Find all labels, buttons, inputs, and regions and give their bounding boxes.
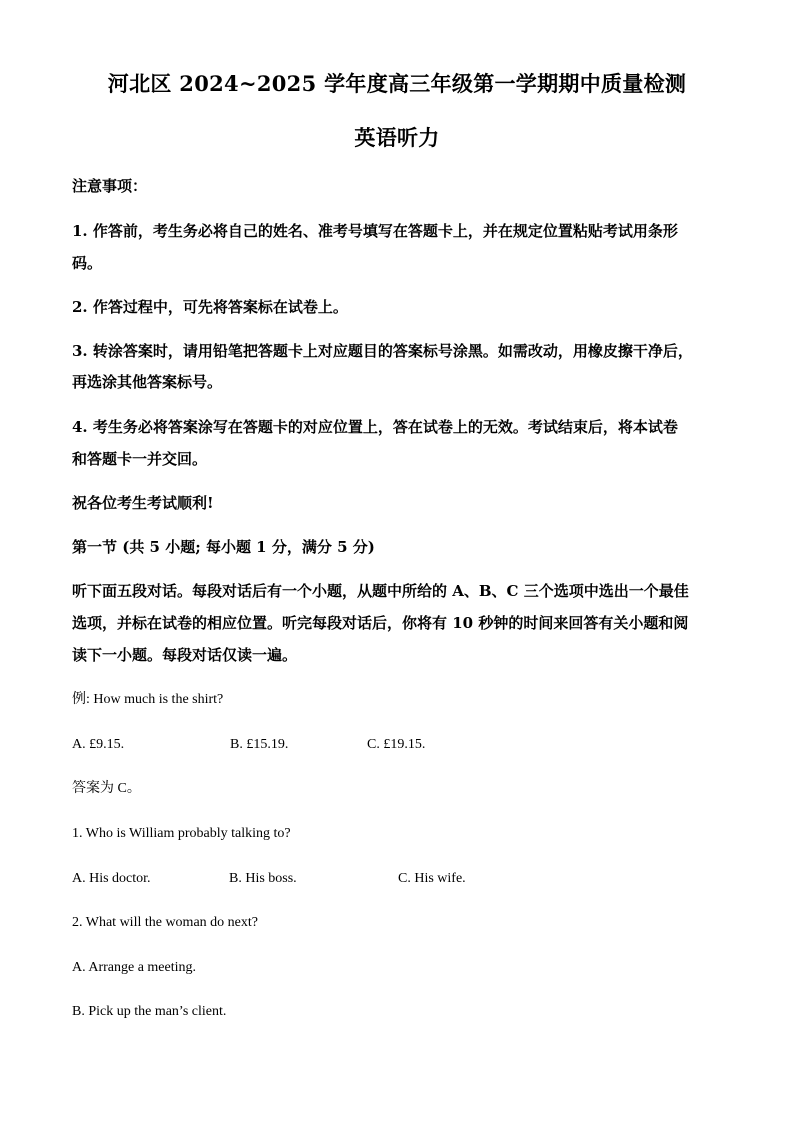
exam-title: 河北区 2024~2025 学年度高三年级第一学期期中质量检测: [107, 71, 687, 96]
wish-text: 祝各位考生考试顺利!: [72, 494, 214, 512]
exam-subtitle: 英语听力: [354, 125, 440, 150]
q2-option-b: B. Pick up the man’s client.: [72, 1004, 227, 1019]
example-option-a: A. £9.15.: [72, 737, 125, 752]
instructions-line1: 听下面五段对话。每段对话后有一个小题，从题中所给的 A、B、C 三个选项中选出一个最佳: [72, 582, 689, 600]
notice-item-2: 2. 作答过程中，可先将答案标在试卷上。: [72, 298, 348, 316]
q1-option-a: A. His doctor.: [72, 871, 151, 886]
example-option-c: C. £19.15.: [367, 737, 426, 752]
instructions-line3: 读下一小题。每段对话仅读一遍。: [72, 646, 298, 664]
notice-item-4-line2: 和答题卡一并交回。: [72, 450, 208, 468]
q2-option-a: A. Arrange a meeting.: [72, 960, 197, 975]
example-answer: 答案为 C。: [72, 781, 141, 796]
notice-item-1-line2: 码。: [72, 254, 103, 272]
notice-item-1-line1: 1. 作答前，考生务必将自己的姓名、准考号填写在答题卡上，并在规定位置粘贴考试用条形: [72, 222, 678, 240]
section-heading: 第一节 (共 5 小题; 每小题 1 分，满分 5 分): [72, 538, 375, 556]
notice-item-3-line2: 再选涂其他答案标号。: [72, 373, 223, 391]
question-2: 2. What will the woman do next?: [72, 915, 258, 930]
notice-item-4-line1: 4. 考生务必将答案涂写在答题卡的对应位置上，答在试卷上的无效。考试结束后，将本试卷: [72, 418, 678, 436]
instructions-line2: 选项，并标在试卷的相应位置。听完每段对话后，你将有 10 秒钟的时间来回答有关小题和阅: [72, 614, 689, 632]
q1-option-c: C. His wife.: [398, 871, 466, 886]
notice-heading: 注意事项：: [72, 177, 148, 195]
example-question: 例: How much is the shirt?: [72, 692, 224, 707]
question-1: 1. Who is William probably talking to?: [72, 826, 291, 841]
example-option-b: B. £15.19.: [230, 737, 289, 752]
q1-option-b: B. His boss.: [229, 871, 297, 886]
notice-item-3-line1: 3. 转涂答案时，请用铅笔把答题卡上对应题目的答案标号涂黑。如需改动，用橡皮擦干净后，: [72, 342, 693, 360]
